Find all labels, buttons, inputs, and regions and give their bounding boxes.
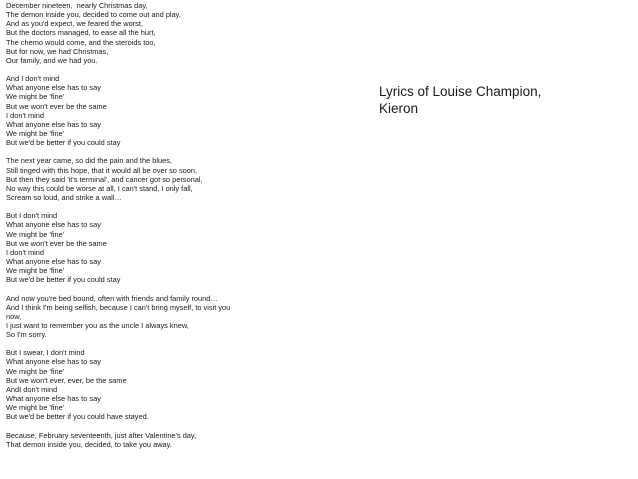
lyrics-line: And I think I'm being selfish, because I can't bring myself, to visit you <box>6 302 231 312</box>
lyrics-stanza <box>6 156 356 202</box>
lyrics-caption <box>379 83 629 117</box>
lyrics-line: But I swear, I don't mind <box>6 348 85 358</box>
lyrics-line: What anyone else has to say <box>6 256 101 266</box>
caption-line-2: Kieron <box>379 101 419 116</box>
lyrics-line: We might be 'fine' <box>6 403 65 413</box>
lyrics-line: AndI don't mind <box>6 384 58 394</box>
lyrics-line: We might be 'fine' <box>6 128 65 138</box>
lyrics-line: I don't mind <box>6 247 44 257</box>
lyrics-line: But the doctors managed, to ease all the hurt, <box>6 28 156 38</box>
lyrics-line: now, <box>6 311 22 321</box>
caption-line-1: Lyrics of Louise Champion, <box>379 84 542 99</box>
lyrics-line: We might be 'fine' <box>6 266 65 276</box>
lyrics-line: What anyone else has to say <box>6 220 101 230</box>
lyrics-line: No way this could be worse at all, I can't stand, I only fall, <box>6 183 193 193</box>
lyrics-line: What anyone else has to say <box>6 83 101 93</box>
lyrics-line: What anyone else has to say <box>6 119 101 129</box>
lyrics-line: That demon inside you, decided, to take you away. <box>6 439 172 449</box>
lyrics-line: What anyone else has to say <box>6 357 101 367</box>
lyrics-line: But we won't ever, ever, be the same <box>6 375 127 385</box>
lyrics-line: We might be 'fine' <box>6 229 65 239</box>
lyrics-line: But we won't ever be the same <box>6 238 107 248</box>
lyrics-line: Still tinged with this hope, that it would all be over so soon, <box>6 165 198 175</box>
lyrics-line: I don't mind <box>6 110 44 120</box>
lyrics-line: So I'm sorry. <box>6 330 47 340</box>
lyrics-line: The next year came, so did the pain and the blues, <box>6 156 172 166</box>
lyrics-line: What anyone else has to say <box>6 394 101 404</box>
lyrics-line: But we'd be better if you could have stayed. <box>6 412 149 422</box>
lyrics-stanza <box>6 294 356 340</box>
lyrics-line: The demon inside you, decided to come out and play, <box>6 10 181 20</box>
lyrics-line: And now you're bed bound, often with friends and family round… <box>6 293 218 303</box>
lyrics-line: But then they said 'it's terminal', and cancer got so personal, <box>6 174 203 184</box>
lyrics-line: But we'd be better if you could stay <box>6 138 121 148</box>
lyrics-line: But for now, we had Christmas, <box>6 46 109 56</box>
lyrics-line: I just want to remember you as the uncle I always knew, <box>6 320 189 330</box>
lyrics-line: But I don't mind <box>6 211 58 221</box>
lyrics-line: But we won't ever be the same <box>6 101 107 111</box>
lyrics-stanza <box>6 1 356 65</box>
lyrics-line: Because, February seventeenth, just after Valentine's day, <box>6 430 197 440</box>
lyrics-line: But we'd be better if you could stay <box>6 275 121 285</box>
lyrics-line: We might be 'fine' <box>6 92 65 102</box>
lyrics-line: December nineteen, nearly Christmas day, <box>6 1 148 10</box>
lyrics-line: And as you'd expect, we feared the worst, <box>6 19 143 29</box>
lyrics-line: The chemo would come, and the steroids too, <box>6 37 156 47</box>
lyrics-stanza <box>6 431 356 449</box>
lyrics-stanza <box>6 348 356 421</box>
lyrics-line: Our family, and we had you. <box>6 55 98 65</box>
lyrics-stanza <box>6 74 356 147</box>
lyrics-text <box>6 1 356 449</box>
lyrics-stanza <box>6 211 356 284</box>
lyrics-line: We might be 'fine' <box>6 366 65 376</box>
lyrics-line: Scream so loud, and strike a wall… <box>6 192 122 202</box>
lyrics-line: And I don't mind <box>6 74 60 84</box>
